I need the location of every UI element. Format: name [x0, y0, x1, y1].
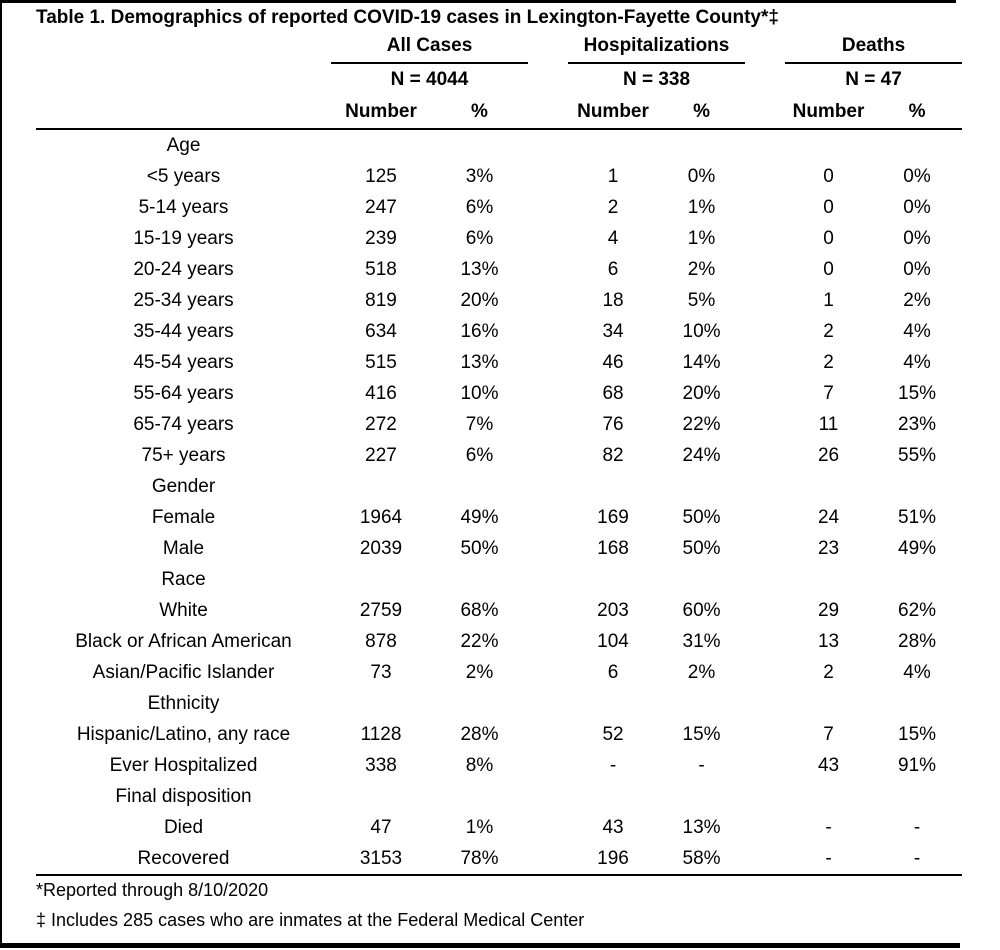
- table-row: [36, 533, 962, 564]
- cell-deaths-number: 43: [817, 754, 840, 776]
- cell-all-percent: 6%: [465, 444, 494, 466]
- cell-hosp-number: 52: [602, 723, 624, 745]
- group-header-all-cases: All Cases: [331, 30, 528, 63]
- cell-hosp-number: 46: [602, 351, 624, 373]
- table-row: [36, 564, 962, 595]
- col-header-all-number: Number: [331, 96, 431, 129]
- column-gap: [528, 254, 568, 285]
- cell-hosp-number: [568, 129, 658, 161]
- row-label: 20-24 years: [133, 258, 234, 280]
- cell-all-percent: 78%: [431, 843, 528, 875]
- column-gap: [528, 316, 568, 347]
- cell-all-number: 2039: [359, 537, 403, 559]
- cell-hosp-number: 18: [602, 289, 624, 311]
- cell-all-percent: 10%: [460, 382, 499, 404]
- cell-all-percent: 3%: [465, 165, 494, 187]
- column-gap: [528, 192, 568, 223]
- table-row: [36, 688, 962, 719]
- column-gap: [528, 63, 568, 96]
- cell-deaths-percent: [872, 688, 962, 719]
- column-gap: [745, 285, 785, 316]
- cell-all-number: 239: [365, 227, 397, 249]
- column-gap: [745, 96, 785, 129]
- cell-all-number: 2759: [359, 599, 403, 621]
- n-all-cases: N = 4044: [390, 69, 469, 90]
- cell-deaths-number: 0: [823, 165, 834, 187]
- table-row: [36, 192, 962, 223]
- frame-left-border: [0, 0, 2, 948]
- table-row: [36, 409, 962, 440]
- cell-all-percent: [431, 564, 528, 595]
- column-gap: [528, 502, 568, 533]
- row-label: Ever Hospitalized: [109, 754, 258, 776]
- cell-hosp-number: 169: [597, 506, 629, 528]
- column-gap: [745, 471, 785, 502]
- cell-hosp-number: 168: [597, 537, 629, 559]
- column-gap: [528, 688, 568, 719]
- column-gap: [528, 812, 568, 843]
- table-row: [36, 595, 962, 626]
- cell-all-number: 338: [365, 754, 397, 776]
- cell-hosp-percent: [658, 781, 745, 812]
- cell-deaths-percent: 15%: [898, 382, 937, 404]
- frame-top-border: [0, 0, 956, 3]
- cell-deaths-number: 26: [817, 444, 840, 466]
- cell-hosp-percent: 1%: [687, 196, 716, 218]
- cell-deaths-percent: [872, 781, 962, 812]
- cell-hosp-percent: 2%: [687, 258, 716, 280]
- column-gap: [745, 30, 785, 63]
- cell-deaths-percent: 62%: [898, 599, 937, 621]
- demographics-table: [36, 30, 962, 876]
- cell-hosp-number: [568, 688, 658, 719]
- cell-deaths-percent: -: [872, 843, 962, 875]
- cell-all-percent: 1%: [465, 816, 494, 838]
- table-row: [36, 626, 962, 657]
- column-gap: [745, 440, 785, 471]
- cell-deaths-percent: 0%: [903, 196, 931, 218]
- column-gap: [745, 502, 785, 533]
- cell-hosp-number: 4: [607, 227, 619, 249]
- cell-deaths-number: [785, 688, 872, 719]
- table-row: [36, 719, 962, 750]
- row-label: Hispanic/Latino, any race: [76, 723, 291, 745]
- row-label: 25-34 years: [133, 289, 234, 311]
- cell-deaths-number: [785, 471, 872, 502]
- column-gap: [745, 564, 785, 595]
- row-label: 65-74 years: [133, 413, 234, 435]
- row-label: 5-14 years: [138, 196, 229, 218]
- cell-hosp-percent: 0%: [687, 165, 716, 187]
- group-header-hospitalizations: Hospitalizations: [568, 30, 745, 63]
- row-label: Final disposition: [115, 785, 252, 807]
- cell-deaths-number: 2: [823, 661, 834, 683]
- cell-all-percent: 13%: [460, 351, 499, 373]
- n-hospitalizations: N = 338: [622, 69, 691, 90]
- cell-all-percent: 8%: [465, 754, 494, 776]
- cell-hosp-percent: 31%: [682, 630, 721, 652]
- column-gap: [528, 657, 568, 688]
- cell-all-number: 1128: [360, 723, 402, 745]
- table-row: [36, 657, 962, 688]
- column-gap: [528, 626, 568, 657]
- cell-hosp-number: [568, 471, 658, 502]
- cell-hosp-percent: 50%: [682, 506, 721, 528]
- cell-all-percent: 68%: [460, 599, 499, 621]
- cell-deaths-percent: 0%: [903, 227, 931, 249]
- column-gap: [745, 129, 785, 161]
- cell-all-percent: 22%: [460, 630, 499, 652]
- cell-deaths-number: 11: [818, 413, 839, 435]
- cell-hosp-percent: 50%: [682, 537, 721, 559]
- column-gap: [745, 781, 785, 812]
- cell-deaths-number: -: [785, 843, 872, 875]
- row-label: 55-64 years: [133, 382, 234, 404]
- cell-hosp-number: 43: [602, 816, 624, 838]
- cell-deaths-percent: 0%: [903, 165, 931, 187]
- cell-deaths-percent: [872, 129, 962, 161]
- cell-hosp-number: [568, 781, 658, 812]
- column-gap: [528, 533, 568, 564]
- col-header-deaths-percent: %: [872, 96, 962, 129]
- cell-deaths-number: 7: [823, 382, 834, 404]
- column-gap: [528, 161, 568, 192]
- cell-hosp-number: 6: [607, 661, 619, 683]
- column-gap: [528, 223, 568, 254]
- cell-all-number: 1964: [359, 506, 403, 528]
- cell-hosp-percent: [658, 129, 745, 161]
- column-gap: [745, 626, 785, 657]
- column-gap: [528, 378, 568, 409]
- cell-hosp-number: 1: [607, 165, 619, 187]
- row-label: Ethnicity: [147, 692, 220, 714]
- cell-hosp-percent: 14%: [682, 351, 721, 373]
- cell-deaths-number: 24: [817, 506, 840, 528]
- row-label: Age: [166, 134, 201, 156]
- n-deaths: N = 47: [845, 69, 902, 90]
- cell-deaths-percent: [872, 564, 962, 595]
- cell-deaths-number: 29: [817, 599, 840, 621]
- cell-deaths-number: -: [825, 816, 832, 838]
- table-title: Table 1. Demographics of reported COVID-19 cases in Lexington-Fayette County*‡: [36, 7, 779, 28]
- row-label: Died: [163, 816, 204, 838]
- cell-deaths-number: 0: [823, 196, 834, 218]
- cell-all-number: 227: [365, 444, 397, 466]
- cell-deaths-number: 13: [817, 630, 840, 652]
- cell-hosp-percent: [658, 564, 745, 595]
- cell-hosp-percent: 13%: [682, 816, 721, 838]
- table-row: [36, 285, 962, 316]
- cell-hosp-number: [568, 564, 658, 595]
- column-gap: [528, 719, 568, 750]
- column-gap: [745, 812, 785, 843]
- cell-deaths-number: 2: [823, 351, 834, 373]
- cell-hosp-number: 2: [607, 196, 619, 218]
- cell-deaths-number: 23: [817, 537, 840, 559]
- table-row: [36, 254, 962, 285]
- cell-all-percent: 6%: [465, 227, 494, 249]
- corner-cell: [36, 30, 331, 63]
- column-gap: [745, 347, 785, 378]
- corner-cell: [36, 63, 331, 96]
- cell-hosp-percent: 15%: [682, 723, 721, 745]
- column-gap: [745, 409, 785, 440]
- cell-hosp-percent: 1%: [687, 227, 716, 249]
- cell-all-percent: 7%: [465, 413, 494, 435]
- column-gap: [528, 129, 568, 161]
- cell-hosp-percent: 5%: [687, 289, 716, 311]
- cell-all-percent: 2%: [465, 661, 494, 683]
- column-gap: [528, 409, 568, 440]
- cell-deaths-percent: 91%: [898, 754, 937, 776]
- table-row: [36, 316, 962, 347]
- cell-all-number: 518: [365, 258, 397, 280]
- cell-deaths-percent: 23%: [898, 413, 937, 435]
- footnote-inmates: ‡ Includes 285 cases who are inmates at the Federal Medical Center: [36, 910, 585, 930]
- column-gap: [528, 843, 568, 875]
- row-label: Male: [162, 537, 205, 559]
- table-row: [36, 129, 962, 161]
- cell-all-percent: [431, 781, 528, 812]
- cell-hosp-number: -: [609, 754, 617, 776]
- cell-all-number: 272: [365, 413, 397, 435]
- cell-all-number: 73: [370, 661, 392, 683]
- corner-cell: [36, 96, 331, 129]
- column-gap: [745, 719, 785, 750]
- cell-all-number: 819: [365, 289, 397, 311]
- cell-deaths-number: 2: [823, 320, 834, 342]
- column-gap: [528, 30, 568, 63]
- cell-all-number: [331, 471, 431, 502]
- cell-hosp-number: 104: [597, 630, 629, 652]
- column-gap: [745, 378, 785, 409]
- row-label: Black or African American: [75, 630, 292, 652]
- row-label: 45-54 years: [133, 351, 234, 373]
- column-header-row: [36, 96, 962, 129]
- cell-all-percent: 50%: [460, 537, 499, 559]
- group-n-row: [36, 63, 962, 96]
- cell-deaths-percent: 4%: [903, 320, 931, 342]
- cell-all-number: 878: [365, 630, 397, 652]
- row-label: 75+ years: [141, 444, 226, 466]
- cell-all-percent: 6%: [465, 196, 494, 218]
- cell-all-percent: [431, 688, 528, 719]
- cell-hosp-number: 76: [602, 413, 624, 435]
- table-row: [36, 843, 962, 875]
- cell-all-number: [331, 564, 431, 595]
- row-label: White: [159, 599, 208, 621]
- cell-deaths-number: [785, 781, 872, 812]
- column-gap: [528, 750, 568, 781]
- footnote-reported-through: *Reported through 8/10/2020: [36, 880, 269, 900]
- column-gap: [745, 254, 785, 285]
- cell-all-percent: 49%: [460, 506, 499, 528]
- cell-hosp-percent: -: [698, 754, 705, 776]
- cell-deaths-percent: 0%: [903, 258, 931, 280]
- group-header-row: [36, 30, 962, 63]
- cell-all-number: 125: [365, 165, 397, 187]
- cell-hosp-number: 6: [607, 258, 619, 280]
- cell-deaths-number: 7: [823, 723, 834, 745]
- col-header-deaths-number: Number: [785, 96, 872, 129]
- group-header-deaths: Deaths: [785, 30, 962, 63]
- row-label: Gender: [151, 475, 216, 497]
- table-row: [36, 161, 962, 192]
- cell-deaths-number: [785, 129, 872, 161]
- table-row: [36, 471, 962, 502]
- column-gap: [528, 347, 568, 378]
- cell-deaths-number: 1: [823, 289, 834, 311]
- row-label: Recovered: [36, 843, 331, 875]
- cell-all-number: 515: [365, 351, 397, 373]
- cell-all-number: 3153: [331, 843, 431, 875]
- cell-deaths-number: [785, 564, 872, 595]
- cell-hosp-number: 34: [602, 320, 624, 342]
- table-row: [36, 223, 962, 254]
- cell-all-percent: [431, 129, 528, 161]
- column-gap: [745, 843, 785, 875]
- cell-hosp-number: 82: [602, 444, 624, 466]
- cell-deaths-percent: 4%: [903, 351, 931, 373]
- row-label: 15-19 years: [133, 227, 234, 249]
- cell-hosp-percent: [658, 471, 745, 502]
- cell-all-number: [331, 781, 431, 812]
- cell-deaths-percent: 4%: [903, 661, 931, 683]
- cell-deaths-percent: 49%: [898, 537, 937, 559]
- column-gap: [528, 96, 568, 129]
- cell-hosp-percent: 22%: [682, 413, 721, 435]
- cell-hosp-percent: 20%: [682, 382, 721, 404]
- cell-deaths-number: 0: [823, 258, 834, 280]
- cell-all-percent: 20%: [460, 289, 499, 311]
- column-gap: [745, 316, 785, 347]
- cell-all-percent: 16%: [460, 320, 499, 342]
- cell-hosp-number: 68: [602, 382, 624, 404]
- row-label: Female: [151, 506, 216, 528]
- table-row: [36, 378, 962, 409]
- cell-hosp-percent: 58%: [658, 843, 745, 875]
- column-gap: [745, 161, 785, 192]
- cell-deaths-percent: 15%: [898, 723, 937, 745]
- row-label: 35-44 years: [133, 320, 234, 342]
- table-row: [36, 502, 962, 533]
- frame-bottom-border: [0, 943, 960, 948]
- column-gap: [745, 750, 785, 781]
- table-row: [36, 812, 962, 843]
- column-gap: [528, 471, 568, 502]
- cell-all-number: [331, 129, 431, 161]
- column-gap: [745, 192, 785, 223]
- col-header-hosp-number: Number: [568, 96, 658, 129]
- cell-hosp-percent: 10%: [682, 320, 721, 342]
- cell-hosp-number: 196: [568, 843, 658, 875]
- cell-all-number: 47: [370, 816, 392, 838]
- column-gap: [528, 595, 568, 626]
- col-header-all-percent: %: [431, 96, 528, 129]
- cell-all-number: 416: [365, 382, 397, 404]
- row-label: <5 years: [146, 165, 221, 187]
- cell-hosp-percent: 24%: [682, 444, 721, 466]
- table-row: [36, 781, 962, 812]
- cell-hosp-percent: 2%: [687, 661, 716, 683]
- cell-deaths-number: 0: [823, 227, 834, 249]
- column-gap: [745, 688, 785, 719]
- row-label: Race: [161, 568, 206, 590]
- cell-deaths-percent: 2%: [903, 289, 931, 311]
- column-gap: [745, 533, 785, 564]
- cell-all-percent: [431, 471, 528, 502]
- cell-deaths-percent: 51%: [898, 506, 937, 528]
- column-gap: [745, 657, 785, 688]
- cell-all-percent: 28%: [460, 723, 499, 745]
- column-gap: [528, 564, 568, 595]
- cell-all-number: 634: [365, 320, 397, 342]
- cell-deaths-percent: [872, 471, 962, 502]
- cell-deaths-percent: 55%: [898, 444, 937, 466]
- cell-hosp-number: 203: [597, 599, 629, 621]
- cell-hosp-percent: [658, 688, 745, 719]
- column-gap: [745, 595, 785, 626]
- cell-deaths-percent: -: [913, 816, 921, 838]
- column-gap: [528, 781, 568, 812]
- table-row: [36, 750, 962, 781]
- column-gap: [745, 63, 785, 96]
- column-gap: [528, 440, 568, 471]
- cell-hosp-percent: 60%: [682, 599, 721, 621]
- column-gap: [745, 223, 785, 254]
- cell-all-percent: 13%: [460, 258, 499, 280]
- table-row: [36, 347, 962, 378]
- cell-all-number: [331, 688, 431, 719]
- cell-deaths-percent: 28%: [898, 630, 937, 652]
- column-gap: [528, 285, 568, 316]
- row-label: Asian/Pacific Islander: [92, 661, 275, 683]
- cell-all-number: 247: [365, 196, 397, 218]
- col-header-hosp-percent: %: [658, 96, 745, 129]
- table-row: [36, 440, 962, 471]
